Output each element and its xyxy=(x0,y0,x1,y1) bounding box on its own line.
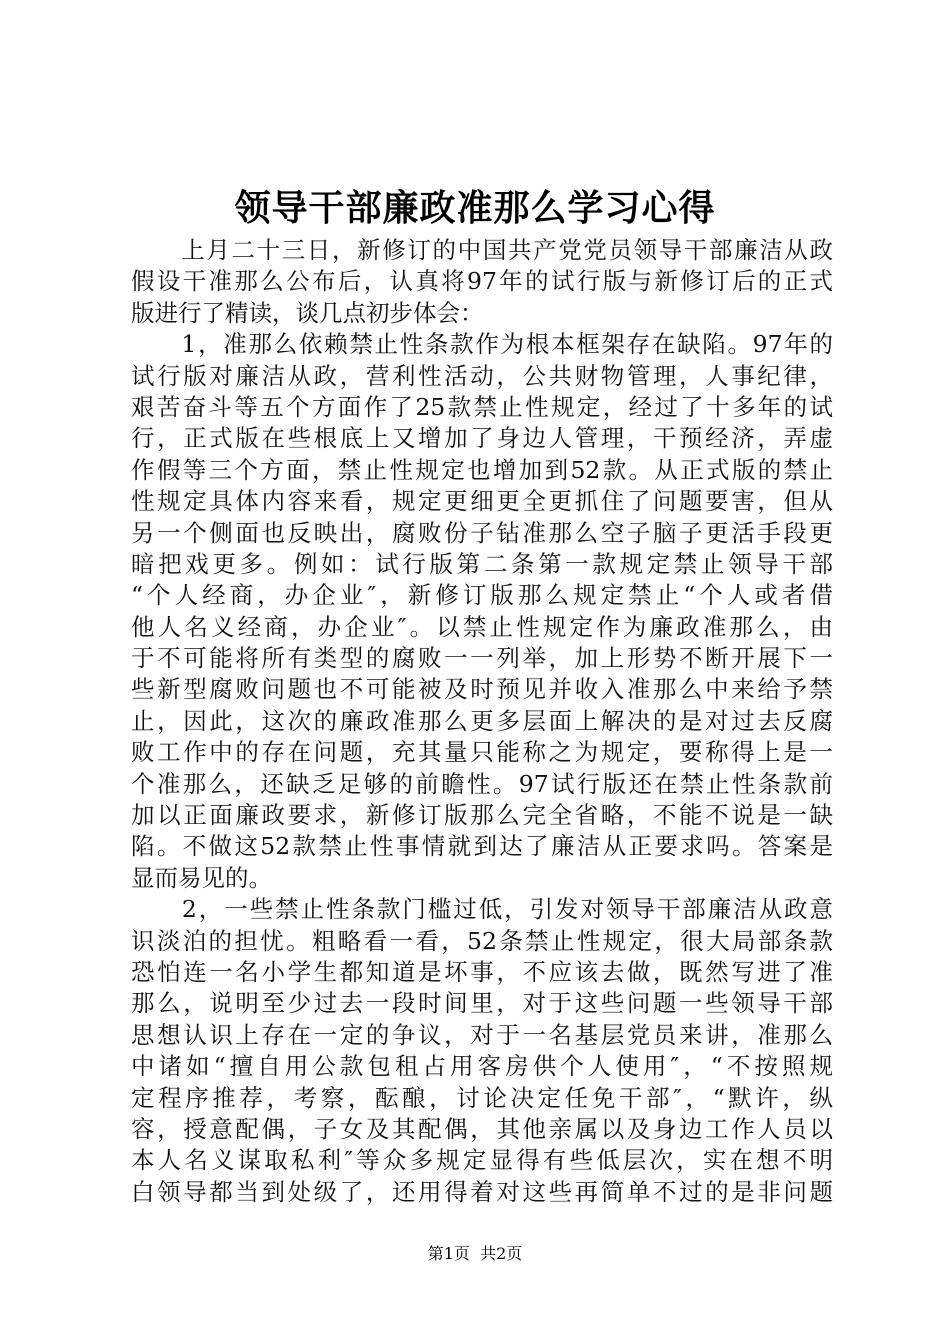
text-line: 2，一些禁止性条款门槛过低，引发对领导干部廉洁从政意 xyxy=(131,895,833,924)
text-line: 1，准那么依赖禁止性条款作为根本框架存在缺陷。97年的 xyxy=(131,330,833,359)
text-line: 暗把戏更多。例如：试行版第二条第一款规定禁止领导干部 xyxy=(131,549,833,578)
text-line: 上月二十三日，新修订的中国共产党党员领导干部廉洁从政 xyxy=(131,236,833,264)
page-footer xyxy=(0,1242,950,1266)
text-line: 行，正式版在些根底上又增加了身边人管理，干预经济，弄虚 xyxy=(131,424,833,453)
text-line: 试行版对廉洁从政，营利性活动，公共财物管理，人事纪律， xyxy=(131,361,833,390)
text-line: 个准那么，还缺乏足够的前瞻性。97试行版还在禁止性条款前 xyxy=(131,769,833,798)
text-line: 本人名义谋取私利″等众多规定显得有些低层次，实在想不明 xyxy=(131,1146,833,1175)
text-line: 性规定具体内容来看，规定更细更全更抓住了问题要害，但从 xyxy=(131,487,833,516)
text-line: 容，授意配偶，子女及其配偶，其他亲属以及身边工作人员以 xyxy=(131,1114,833,1143)
text-line: 思想认识上存在一定的争议，对于一名基层党员来讲，准那么 xyxy=(131,1020,833,1049)
text-line: 陷。不做这52款禁止性事情就到达了廉洁从正要求吗。答案是 xyxy=(131,832,833,861)
document-body xyxy=(131,235,833,1208)
text-line: 些新型腐败问题也不可能被及时预见并收入准那么中来给予禁 xyxy=(131,675,833,704)
text-line: 假设干准那么公布后，认真将97年的试行版与新修订后的正式 xyxy=(131,267,833,296)
text-line: 作假等三个方面，禁止性规定也增加到52款。从正式版的禁止 xyxy=(131,455,833,484)
text-line: 定程序推荐，考察，酝酿，讨论决定任免干部″，“默许，纵 xyxy=(131,1083,833,1112)
text-line: 另一个侧面也反映出，腐败份子钻准那么空子脑子更活手段更 xyxy=(131,518,833,547)
page-number-label: 第1页 共2页 xyxy=(427,1244,523,1263)
text-line: 显而易见的。 xyxy=(131,863,272,892)
text-line: 白领导都当到处级了，还用得着对这些再简单不过的是非问题 xyxy=(131,1177,833,1206)
text-line: 中诸如“擅自用公款包租占用客房供个人使用″，“不按照规 xyxy=(131,1052,833,1081)
text-line: 识淡泊的担忧。粗略看一看，52条禁止性规定，很大局部条款 xyxy=(131,926,833,955)
text-line: 那么，说明至少过去一段时间里，对于这些问题一些领导干部 xyxy=(131,989,833,1018)
text-line: “个人经商，办企业″，新修订版那么规定禁止“个人或者借 xyxy=(131,581,833,610)
text-line: 败工作中的存在问题，充其量只能称之为规定，要称得上是一 xyxy=(131,738,833,767)
text-line: 恐怕连一名小学生都知道是坏事，不应该去做，既然写进了准 xyxy=(131,957,833,986)
text-line: 艰苦奋斗等五个方面作了25款禁止性规定，经过了十多年的试 xyxy=(131,392,833,421)
text-line: 止，因此，这次的廉政准那么更多层面上解决的是对过去反腐 xyxy=(131,706,833,735)
text-line: 于不可能将所有类型的腐败一一列举，加上形势不断开展下一 xyxy=(131,644,833,673)
document-title: 领导干部廉政准那么学习心得 xyxy=(234,187,716,229)
text-line: 他人名义经商，办企业″。以禁止性规定作为廉政准那么，由 xyxy=(131,612,833,641)
text-line: 版进行了精读，谈几点初步体会： xyxy=(131,298,484,327)
text-line: 加以正面廉政要求，新修订版那么完全省略，不能不说是一缺 xyxy=(131,801,833,830)
